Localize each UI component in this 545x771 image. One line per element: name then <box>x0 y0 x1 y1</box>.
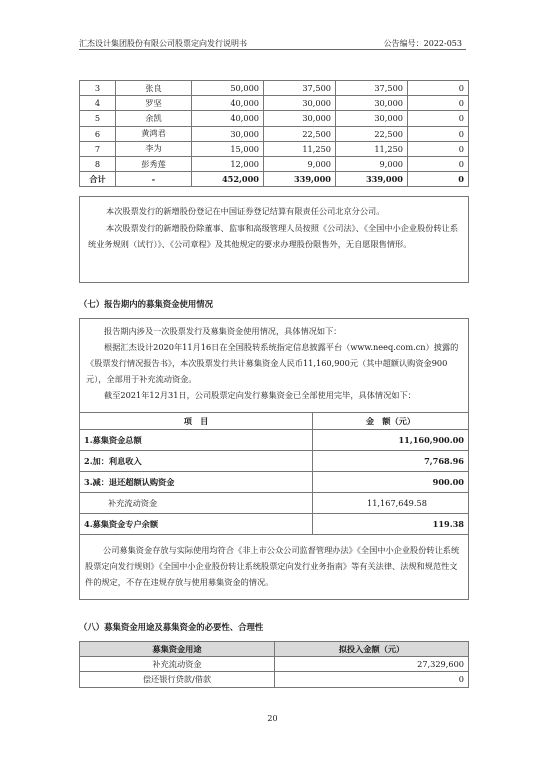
cell: 30,000 <box>336 96 408 111</box>
column-header: 拟投入金额（元） <box>275 642 469 657</box>
cell: 2.加：利息收入 <box>80 451 313 472</box>
cell: 40,000 <box>192 96 264 111</box>
cell: 李为 <box>116 141 192 156</box>
cell: 0 <box>408 111 469 126</box>
cell: 11,250 <box>264 141 336 156</box>
cell: 30,000 <box>192 126 264 141</box>
cell: 339,000 <box>264 172 336 187</box>
intro-paragraph: 报告期内涉及一次股票发行及募集资金使用情况，具体情况如下： <box>104 326 342 336</box>
cell: 7,768.96 <box>313 451 469 472</box>
cell: 0 <box>408 141 469 156</box>
registration-paragraph: 本次股票发行的新增股份登记在中国证券登记结算有限责任公司北京分公司。 <box>106 206 385 216</box>
cell: 0 <box>408 96 469 111</box>
cell: 37,500 <box>264 81 336 96</box>
cell: 3 <box>80 81 116 96</box>
header-announcement-no: 公告编号：2022-053 <box>383 39 462 48</box>
table-row <box>80 156 469 171</box>
cell: 0 <box>408 172 469 187</box>
cell: - <box>116 172 192 187</box>
table-row <box>80 126 469 141</box>
cell: 30,000 <box>336 111 408 126</box>
cell: 40,000 <box>192 111 264 126</box>
cell: 4.募集资金专户余额 <box>80 514 313 535</box>
section-8-title: （八）募集资金用途及募集资金的必要性、合理性 <box>79 622 264 632</box>
column-header: 金 额（元） <box>313 413 469 430</box>
cell: 0 <box>275 672 469 687</box>
cell: 22,500 <box>264 126 336 141</box>
cell: 339,000 <box>336 172 408 187</box>
cell: 9,000 <box>336 156 408 171</box>
table-header-row <box>80 413 469 430</box>
table-row <box>80 96 469 111</box>
fund-usage-table <box>79 412 469 535</box>
cell: 8 <box>80 156 116 171</box>
cell: 合计 <box>80 172 116 187</box>
cell: 452,000 <box>192 172 264 187</box>
page-header <box>79 36 466 50</box>
column-header: 项 目 <box>80 413 313 430</box>
cell: 7 <box>80 141 116 156</box>
cell: 50,000 <box>192 81 264 96</box>
table-row <box>80 657 469 672</box>
cell: 11,167,649.58 <box>313 493 469 514</box>
cell: 22,500 <box>336 126 408 141</box>
cell: 余凯 <box>116 111 192 126</box>
cell: 0 <box>408 81 469 96</box>
table-row <box>80 493 469 514</box>
cell: 罗坚 <box>116 96 192 111</box>
cell: 补充流动资金 <box>80 493 313 514</box>
cell: 1.募集资金总额 <box>80 430 313 451</box>
subscriber-table <box>79 80 469 187</box>
cell: 5 <box>80 111 116 126</box>
cell: 3.减：退还超额认购资金 <box>80 472 313 493</box>
table-header-row <box>80 642 469 657</box>
table-row <box>80 141 469 156</box>
cell: 彭秀莲 <box>116 156 192 171</box>
cell: 偿还银行贷款/借款 <box>80 672 275 687</box>
cell: 15,000 <box>192 141 264 156</box>
table-row <box>80 514 469 535</box>
table-row <box>80 472 469 493</box>
column-header: 募集资金用途 <box>80 642 275 657</box>
table-row <box>80 111 469 126</box>
cell: 30,000 <box>264 111 336 126</box>
cell: 900.00 <box>313 472 469 493</box>
cell: 黄鸿君 <box>116 126 192 141</box>
total-row <box>80 172 469 187</box>
cell: 30,000 <box>264 96 336 111</box>
cell: 张良 <box>116 81 192 96</box>
cell: 11,160,900.00 <box>313 430 469 451</box>
cell: 12,000 <box>192 156 264 171</box>
cell: 119.38 <box>313 514 469 535</box>
cell: 27,329,600 <box>275 657 469 672</box>
header-doc-title: 汇杰设计集团股份有限公司股票定向发行说明书 <box>79 39 247 48</box>
as-of-paragraph: 截至2021年12月31日，公司股票定向发行募集资金已全部使用完毕，具体情况如下： <box>104 390 416 400</box>
table-row <box>80 430 469 451</box>
cell: 0 <box>408 156 469 171</box>
disclosure-paragraph: 根据汇杰设计2020年11月16日在全国股转系统指定信息披露平台（www.neeq.com.cn）披露的《股票发行情况报告书》，本次股票发行共计募集资金人民币11,160,900元（其中超额认购资金900元），全部用于补充流动资金。 <box>86 342 459 384</box>
section-7-title: （七）报告期内的募集资金使用情况 <box>79 299 213 309</box>
cell: 补充流动资金 <box>80 657 275 672</box>
table-row <box>80 81 469 96</box>
cell: 9,000 <box>264 156 336 171</box>
table-row <box>80 672 469 687</box>
share-registration-box <box>79 196 469 283</box>
compliance-paragraph: 公司募集资金存放与实际使用均符合《非上市公众公司监督管理办法》《全国中小企业股份转让系统股票定向发行规则》《全国中小企业股份转让系统股票定向发行业务指南》等有关法律、法规和规范性文件的规定，不存在违规存放与使用募集资金的情况。 <box>85 545 460 587</box>
page-number: 20 <box>267 714 278 723</box>
cell: 4 <box>80 96 116 111</box>
cell: 37,500 <box>336 81 408 96</box>
cell: 11,250 <box>336 141 408 156</box>
lockup-paragraph: 本次股票发行的新增股份除董事、监事和高级管理人员按照《公司法》、《全国中小企业股份转让系统业务规则（试行）》、《公司章程》及其他规定的要求办理股份限售外，无自愿限售情形。 <box>88 223 459 249</box>
fund-purpose-table <box>79 641 469 688</box>
table-row <box>80 451 469 472</box>
cell: 0 <box>408 126 469 141</box>
cell: 6 <box>80 126 116 141</box>
